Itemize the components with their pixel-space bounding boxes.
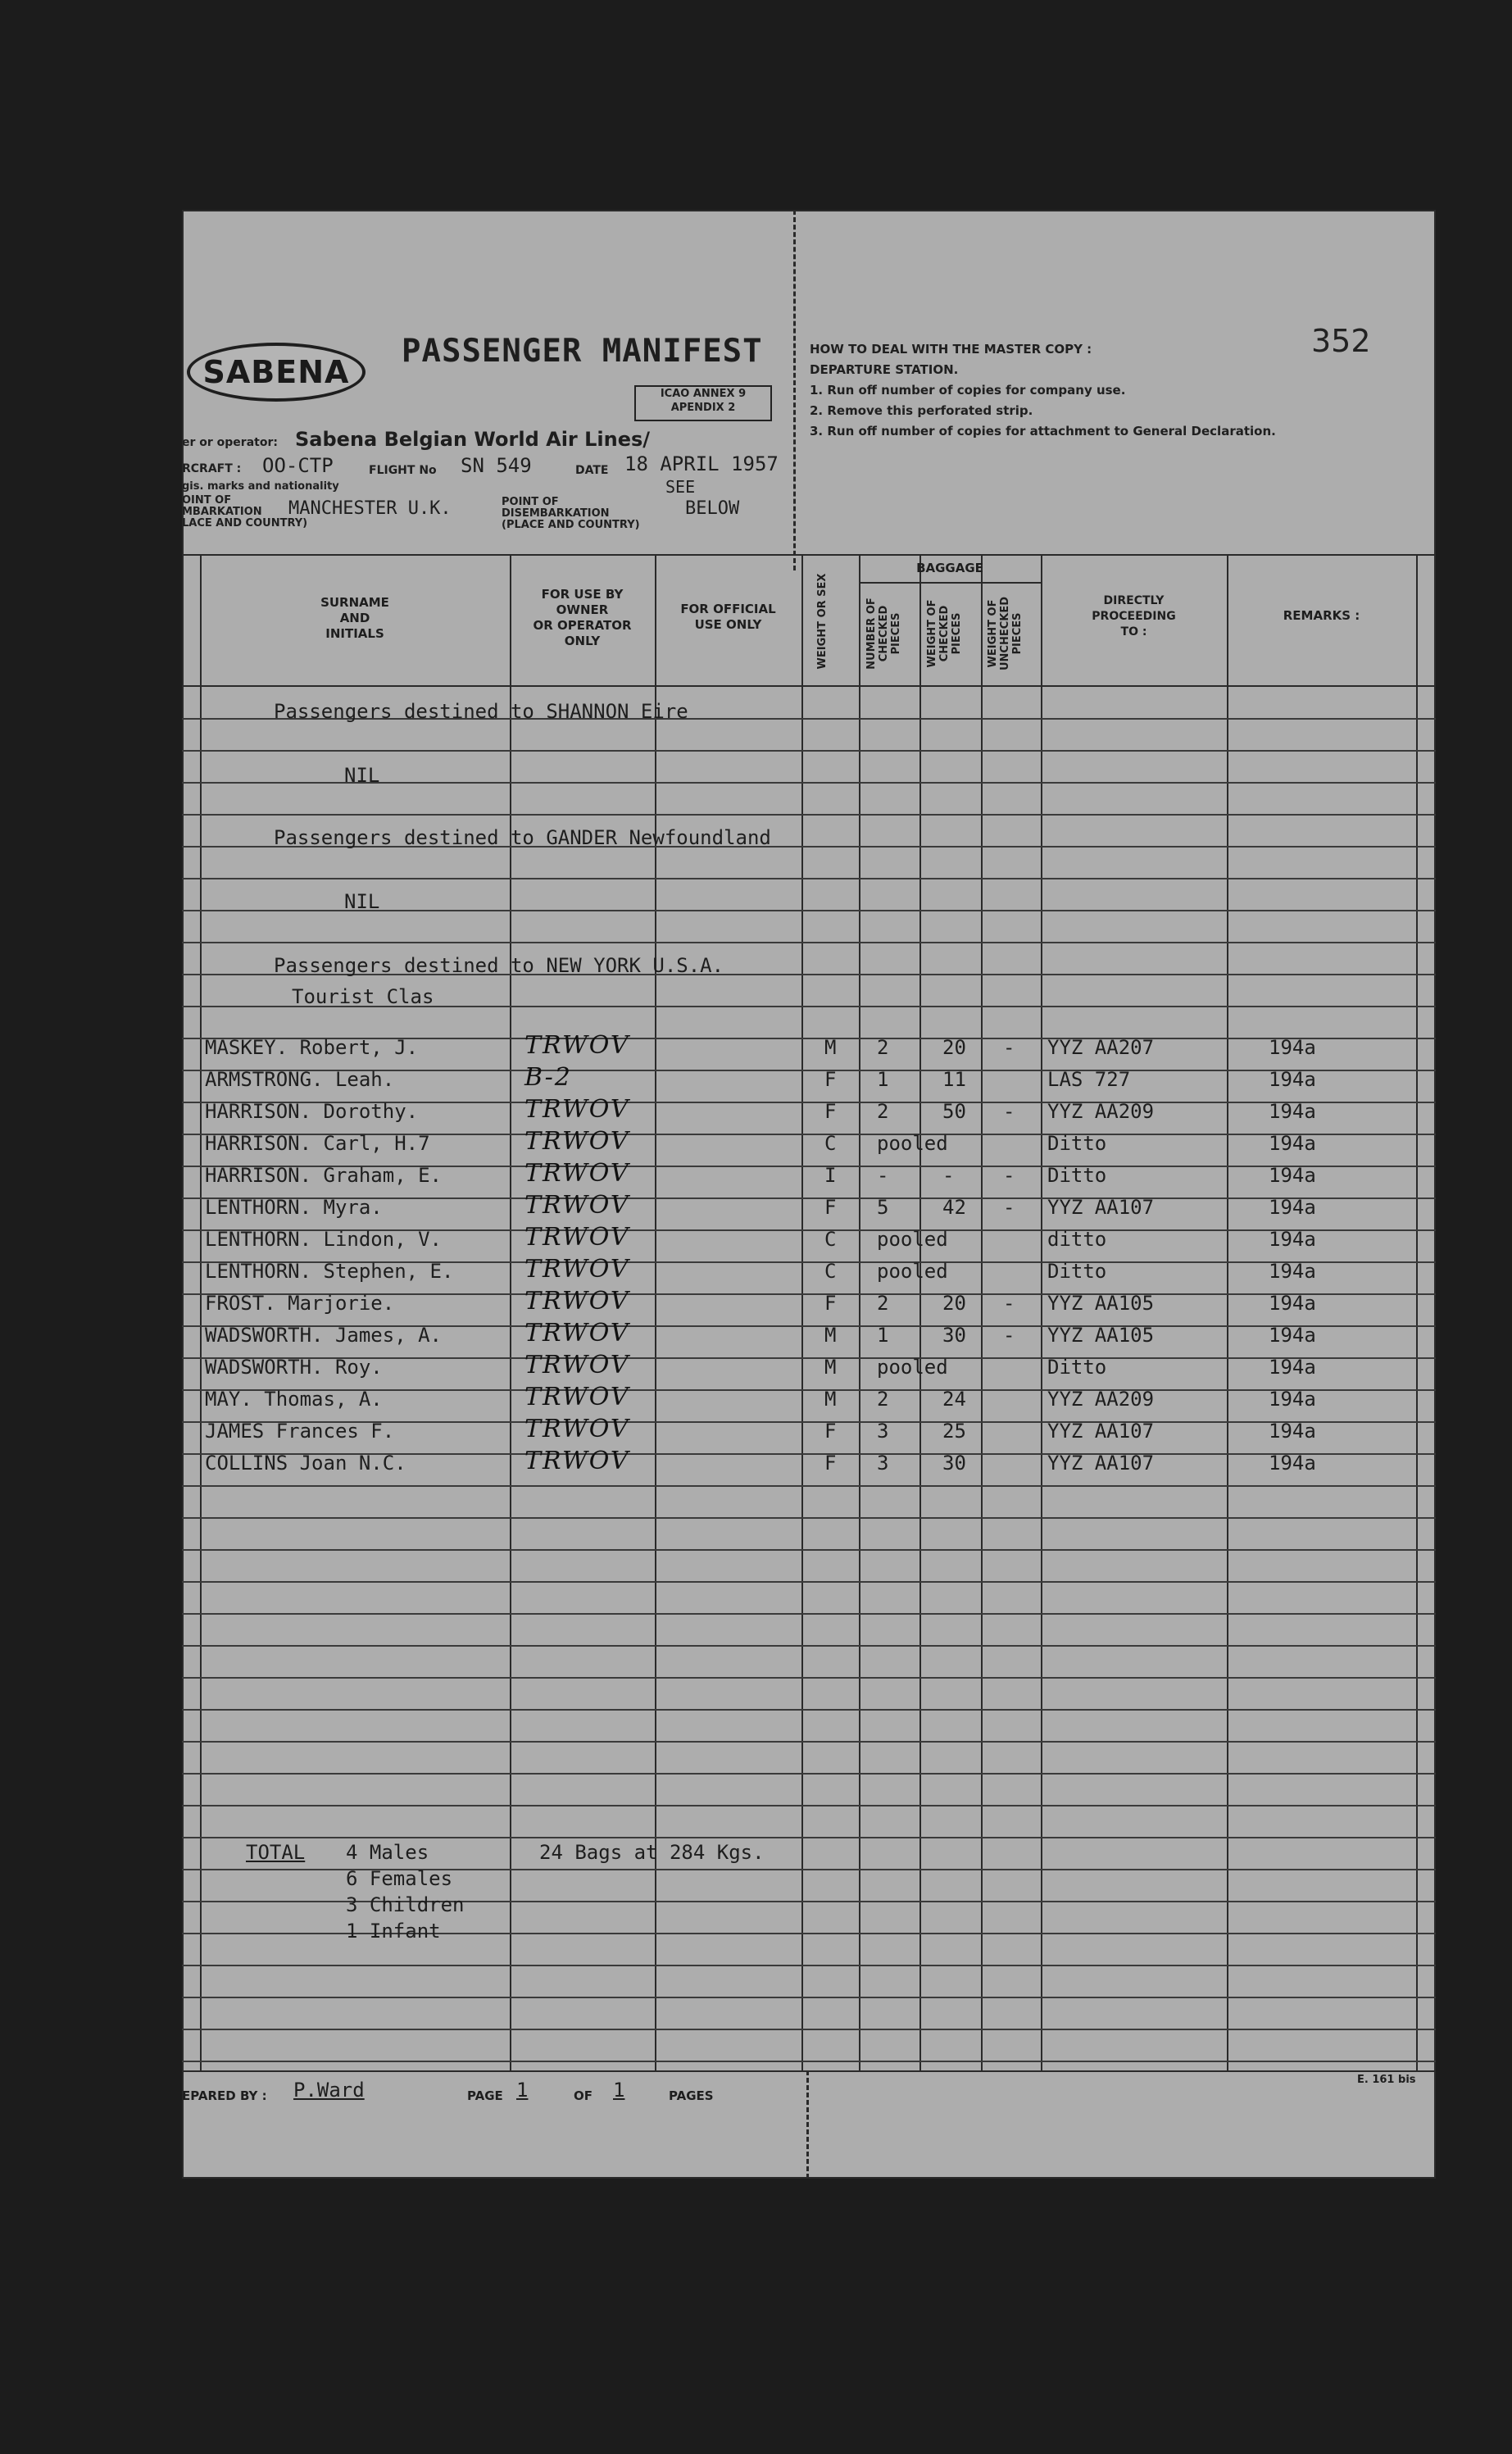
row-weight: 30	[942, 1324, 966, 1347]
col-owner-l3: OR OPERATOR	[533, 618, 632, 633]
row-name: FROST. Marjorie.	[205, 1292, 395, 1315]
prepared-by: P.Ward	[293, 2079, 365, 2102]
row-sex: M	[824, 1356, 837, 1379]
row-remarks: 194a	[1269, 1292, 1316, 1315]
sabena-logo: SABENA	[187, 343, 366, 402]
total-infants: 1 Infant	[346, 1920, 441, 1943]
ruled-line	[182, 1997, 1436, 1998]
flight-label: FLIGHT No	[369, 464, 437, 477]
row-name: COLLINS Joan N.C.	[205, 1452, 406, 1475]
total-bags: 24 Bags at 284 Kgs.	[539, 1841, 765, 1864]
row-sig: TRWOV	[524, 1255, 630, 1284]
row-to: YYZ AA105	[1047, 1324, 1155, 1347]
row-pieces: 5	[877, 1196, 889, 1219]
embark-label-1: OINT OF	[182, 494, 232, 507]
row-name: LENTHORN. Myra.	[205, 1196, 383, 1219]
row-name: HARRISON. Dorothy.	[205, 1100, 419, 1123]
row-name: WADSWORTH. Roy.	[205, 1356, 383, 1379]
row-pieces: 3	[877, 1420, 889, 1443]
col-surname-l2: AND	[339, 611, 370, 625]
row-weight: 50	[942, 1100, 966, 1123]
row-to: YYZ AA107	[1047, 1420, 1155, 1443]
total-females: 6 Females	[346, 1867, 453, 1890]
row-remarks: 194a	[1269, 1388, 1316, 1411]
row-sex: M	[824, 1324, 837, 1347]
ruled-line	[182, 814, 1436, 816]
row-sig: TRWOV	[524, 1287, 630, 1316]
row-remarks: 194a	[1269, 1196, 1316, 1219]
ruled-line	[182, 1613, 1436, 1615]
col-unchecked-weight	[987, 589, 1024, 679]
row-name: MAY. Thomas, A.	[205, 1388, 383, 1411]
row-sig: TRWOV	[524, 1383, 630, 1411]
col-unchecked-weight-l2: UNCHECKED	[999, 596, 1011, 671]
ruled-line	[182, 1805, 1436, 1806]
section-shannon-note: NIL	[344, 764, 380, 787]
row-remarks: 194a	[1269, 1260, 1316, 1283]
col-owner-l1: FOR USE BY	[541, 587, 624, 602]
pages-label: PAGES	[669, 2088, 714, 2103]
ruled-line	[182, 1965, 1436, 1966]
row-to: YYZ AA207	[1047, 1036, 1155, 1059]
row-remarks: 194a	[1269, 1356, 1316, 1379]
row-to: YYZ AA107	[1047, 1452, 1155, 1475]
section-gander-note: NIL	[344, 890, 380, 913]
row-name: LENTHORN. Lindon, V.	[205, 1228, 442, 1251]
row-to: ditto	[1047, 1228, 1107, 1251]
row-sig: TRWOV	[524, 1351, 630, 1379]
row-to: YYZ AA209	[1047, 1388, 1155, 1411]
row-weight: 20	[942, 1036, 966, 1059]
row-pieces: pooled	[877, 1260, 948, 1283]
row-name: JAMES Frances F.	[205, 1420, 395, 1443]
row-sex: F	[824, 1196, 837, 1219]
row-name: LENTHORN. Stephen, E.	[205, 1260, 454, 1283]
col-checked-weight-l1: WEIGHT OF	[926, 599, 938, 668]
instruction-2: 1. Run off number of copies for company use.	[810, 383, 1126, 398]
col-checked-number-l2: CHECKED	[878, 605, 890, 662]
col-checked-number	[865, 589, 902, 679]
col-official-l2: USE ONLY	[694, 617, 762, 632]
disembarkation-value: BELOW	[685, 498, 740, 519]
disembark-label-1: POINT OF	[502, 496, 559, 508]
row-unchecked: -	[1003, 1292, 1015, 1315]
row-sex: C	[824, 1132, 837, 1155]
col-proceeding-l2: PROCEEDING	[1092, 610, 1176, 623]
row-pieces: pooled	[877, 1132, 948, 1155]
row-unchecked: -	[1003, 1196, 1015, 1219]
ruled-line	[182, 1645, 1436, 1647]
disembarkation-label	[502, 497, 640, 531]
row-remarks: 194a	[1269, 1100, 1316, 1123]
perforation-line-bottom	[806, 2070, 809, 2179]
row-sig: TRWOV	[524, 1447, 630, 1475]
row-weight: 30	[942, 1452, 966, 1475]
instructions	[810, 339, 1276, 442]
row-remarks: 194a	[1269, 1228, 1316, 1251]
of-label: OF	[574, 2088, 593, 2103]
page-value: 1	[516, 2079, 529, 2102]
disembark-label-2: DISEMBARKATION	[502, 507, 610, 520]
ruled-line	[182, 1485, 1436, 1487]
row-name: ARMSTRONG. Leah.	[205, 1068, 395, 1091]
col-owner-l2: OWNER	[556, 602, 609, 617]
total-males: 4 Males	[346, 1841, 429, 1864]
operator-label: er or operator:	[182, 436, 278, 449]
ruled-line	[182, 1709, 1436, 1711]
ruled-line	[182, 1677, 1436, 1679]
row-sig: TRWOV	[524, 1095, 630, 1124]
row-sig: TRWOV	[524, 1159, 630, 1188]
page-number: 352	[1311, 323, 1371, 359]
row-name: HARRISON. Graham, E.	[205, 1164, 442, 1187]
col-checked-weight-l2: CHECKED	[938, 605, 951, 662]
row-unchecked: -	[1003, 1100, 1015, 1123]
flight-value: SN 549	[461, 454, 532, 477]
icao-line-1: ICAO ANNEX 9	[660, 388, 747, 400]
row-to: YYZ AA105	[1047, 1292, 1155, 1315]
disembark-label-3: (PLACE AND COUNTRY)	[502, 519, 640, 531]
operator-value: Sabena Belgian World Air Lines/	[295, 428, 651, 451]
embark-label-2: MBARKATION	[182, 506, 262, 518]
ruled-line	[182, 1741, 1436, 1743]
row-sig: TRWOV	[524, 1415, 630, 1443]
prepared-label: EPARED BY :	[182, 2088, 267, 2103]
see-value: SEE	[665, 477, 696, 497]
row-pieces: -	[877, 1164, 889, 1187]
row-pieces: 2	[877, 1388, 889, 1411]
passenger-table	[182, 554, 1436, 2070]
manifest-sheet	[182, 210, 1436, 2179]
row-remarks: 194a	[1269, 1036, 1316, 1059]
total-children: 3 Children	[346, 1893, 465, 1916]
row-name: HARRISON. Carl, H.7	[205, 1132, 430, 1155]
row-remarks: 194a	[1269, 1164, 1316, 1187]
row-pieces: 3	[877, 1452, 889, 1475]
col-checked-weight-l3: PIECES	[951, 612, 963, 655]
instruction-0: HOW TO DEAL WITH THE MASTER COPY :	[810, 342, 1092, 357]
row-weight: -	[942, 1164, 955, 1187]
row-sex: F	[824, 1068, 837, 1091]
row-remarks: 194a	[1269, 1452, 1316, 1475]
row-remarks: 194a	[1269, 1068, 1316, 1091]
row-pieces: 2	[877, 1292, 889, 1315]
row-pieces: 1	[877, 1324, 889, 1347]
instruction-3: 2. Remove this perforated strip.	[810, 403, 1033, 418]
row-sex: I	[824, 1164, 837, 1187]
marks-label: gis. marks and nationality	[182, 480, 339, 493]
row-weight: 20	[942, 1292, 966, 1315]
ruled-line	[182, 2029, 1436, 2030]
col-checked-number-l3: PIECES	[890, 612, 902, 655]
row-sex: F	[824, 1100, 837, 1123]
aircraft-value: OO-CTP	[262, 454, 334, 477]
col-owner-l4: ONLY	[564, 634, 601, 648]
col-unchecked-weight-l3: PIECES	[1011, 612, 1024, 655]
row-weight: 25	[942, 1420, 966, 1443]
row-weight: 42	[942, 1196, 966, 1219]
total-label: TOTAL	[246, 1841, 306, 1864]
row-sex: F	[824, 1452, 837, 1475]
row-pieces: 2	[877, 1100, 889, 1123]
row-sig: TRWOV	[524, 1127, 630, 1156]
col-proceeding	[1041, 593, 1227, 640]
col-unchecked-weight-l1: WEIGHT OF	[987, 599, 999, 668]
col-checked-weight	[926, 589, 963, 679]
col-proceeding-l1: DIRECTLY	[1103, 594, 1165, 607]
row-sig: TRWOV	[524, 1223, 630, 1252]
row-unchecked: -	[1003, 1324, 1015, 1347]
row-name: WADSWORTH. James, A.	[205, 1324, 442, 1347]
row-pieces: pooled	[877, 1356, 948, 1379]
ruled-line	[182, 942, 1436, 943]
col-surname	[200, 595, 510, 642]
section-gander-heading: Passengers destined to GANDER Newfoundland	[274, 826, 771, 849]
icao-line-2: APENDIX 2	[670, 402, 736, 414]
row-weight: 24	[942, 1388, 966, 1411]
row-remarks: 194a	[1269, 1324, 1316, 1347]
instruction-4: 3. Run off number of copies for attachment to General Declaration.	[810, 424, 1276, 439]
row-weight: 11	[942, 1068, 966, 1091]
section-newyork-heading: Passengers destined to NEW YORK U.S.A.	[274, 954, 724, 977]
row-pieces: pooled	[877, 1228, 948, 1251]
row-sex: C	[824, 1228, 837, 1251]
row-pieces: 2	[877, 1036, 889, 1059]
row-sig: TRWOV	[524, 1319, 630, 1347]
row-name: MASKEY. Robert, J.	[205, 1036, 419, 1059]
embark-label-3: LACE AND COUNTRY)	[182, 517, 308, 529]
col-checked-number-l1: NUMBER OF	[865, 598, 878, 670]
ruled-line	[182, 1517, 1436, 1519]
col-remarks: REMARKS :	[1283, 608, 1360, 623]
of-value: 1	[613, 2079, 625, 2102]
aircraft-label: RCRAFT :	[182, 462, 242, 475]
col-official-l1: FOR OFFICIAL	[680, 602, 776, 616]
col-surname-l1: SURNAME	[320, 595, 389, 610]
perforation-line-top	[793, 210, 796, 570]
ruled-line	[182, 878, 1436, 879]
ruled-line	[182, 1549, 1436, 1551]
form-code: E. 161 bis	[1357, 2074, 1416, 2086]
col-owner	[510, 587, 655, 649]
row-to: LAS 727	[1047, 1068, 1131, 1091]
embarkation-value: MANCHESTER U.K.	[288, 498, 452, 519]
row-to: Ditto	[1047, 1132, 1107, 1155]
row-sex: M	[824, 1388, 837, 1411]
row-to: YYZ AA209	[1047, 1100, 1155, 1123]
date-label: DATE	[575, 464, 609, 477]
section-newyork-note: Tourist Clas	[292, 985, 434, 1008]
col-official	[655, 602, 801, 633]
ruled-line	[182, 750, 1436, 752]
row-to: Ditto	[1047, 1260, 1107, 1283]
page-label: PAGE	[467, 2088, 503, 2103]
date-value: 18 APRIL 1957	[624, 452, 779, 475]
row-sex: C	[824, 1260, 837, 1283]
col-surname-l3: INITIALS	[325, 626, 384, 641]
row-sex: F	[824, 1292, 837, 1315]
ruled-line	[182, 2061, 1436, 2062]
col-baggage: BAGGAGE	[916, 561, 983, 575]
ruled-line	[182, 1581, 1436, 1583]
row-sex: M	[824, 1036, 837, 1059]
ruled-line	[182, 1773, 1436, 1775]
instruction-1: DEPARTURE STATION.	[810, 362, 959, 377]
row-remarks: 194a	[1269, 1132, 1316, 1155]
ruled-line	[182, 1837, 1436, 1838]
row-to: YYZ AA107	[1047, 1196, 1155, 1219]
row-unchecked: -	[1003, 1036, 1015, 1059]
page-title: PASSENGER MANIFEST	[402, 333, 763, 370]
row-sig: TRWOV	[524, 1191, 630, 1220]
row-sig: TRWOV	[524, 1031, 630, 1060]
row-sex: F	[824, 1420, 837, 1443]
row-remarks: 194a	[1269, 1420, 1316, 1443]
row-to: Ditto	[1047, 1164, 1107, 1187]
row-pieces: 1	[877, 1068, 889, 1091]
row-unchecked: -	[1003, 1164, 1015, 1187]
section-shannon-heading: Passengers destined to SHANNON Eire	[274, 700, 688, 723]
row-sig: B-2	[524, 1063, 572, 1092]
icao-box	[634, 385, 772, 421]
row-to: Ditto	[1047, 1356, 1107, 1379]
col-proceeding-l3: TO :	[1120, 625, 1147, 638]
col-weight-sex: WEIGHT OR SEX	[816, 573, 829, 670]
